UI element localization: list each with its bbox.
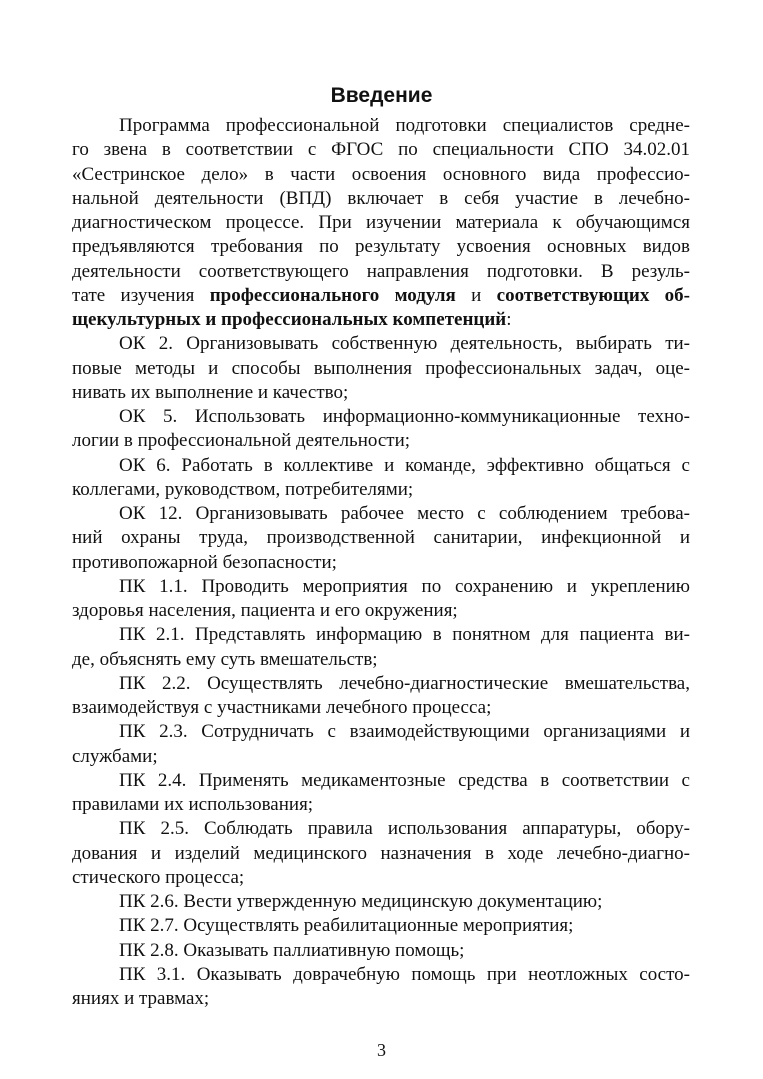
- text-line: [72, 890, 690, 914]
- text-line: [72, 648, 690, 672]
- text-line: [72, 235, 690, 259]
- text-line: [72, 623, 690, 647]
- text-segment: Программа профессиональной подготовки специалистов средне-: [119, 115, 690, 136]
- text-segment: стического процесса;: [72, 866, 245, 888]
- text-segment: ОК 5. Использовать информационно-коммуникационные техно-: [119, 406, 690, 427]
- text-line: [72, 963, 690, 987]
- text-line: [72, 478, 690, 502]
- text-line: [72, 405, 690, 429]
- text-line: [72, 575, 690, 599]
- text-segment: коллегами, руководством, потребителями;: [72, 478, 414, 500]
- page-title: Введение: [330, 84, 433, 108]
- competency-item: [72, 890, 690, 914]
- text-segment: дования и изделий медицинского назначения в ходе лечебно-диагно-: [72, 842, 690, 864]
- text-segment: здоровья населения, пациента и его окружения;: [72, 600, 458, 621]
- text-segment: тате изучения: [72, 284, 210, 306]
- text-segment: ний охраны труда, производственной санитарии, инфекционной и: [72, 527, 690, 549]
- text-segment: предъявляются требования по результату усвоения основных видов: [72, 236, 690, 258]
- text-segment: го звена в соответствии с ФГОС по специальности СПО 34.02.01: [72, 139, 690, 161]
- text-line: [72, 454, 690, 478]
- text-segment: нальной деятельности (ВПД) включает в себя участие в лечебно-: [72, 187, 690, 209]
- text-line: [72, 672, 690, 696]
- intro-paragraph: [72, 114, 690, 332]
- competency-item: [72, 502, 690, 575]
- text-segment: ПК 2.2. Осуществлять лечебно-диагностические вмешательства,: [119, 672, 690, 694]
- text-line: [72, 939, 690, 963]
- text-segment: ОК 6. Работать в коллективе и команде, эффективно общаться с: [119, 454, 690, 476]
- text-line: [72, 308, 690, 332]
- text-line: [72, 381, 690, 405]
- text-line: [72, 987, 690, 1011]
- page-number: 3: [377, 1040, 386, 1060]
- text-line: [72, 502, 690, 526]
- bold-text: профессионального модуля: [209, 284, 456, 306]
- competency-item: [72, 817, 690, 890]
- text-line: [72, 696, 690, 720]
- text-segment: логии в профессиональной деятельности;: [72, 430, 411, 452]
- competency-item: [72, 623, 690, 672]
- competency-item: [72, 963, 690, 1012]
- competency-item: [72, 769, 690, 818]
- competency-item: [72, 454, 690, 503]
- text-segment: повые методы и способы выполнения профессиональных задач, оце-: [72, 357, 690, 379]
- text-segment: деятельности соответствующего направления подготовки. В резуль-: [72, 260, 690, 282]
- text-segment: правилами их использования;: [72, 794, 314, 815]
- text-line: [72, 332, 690, 356]
- text-segment: де, объяснять ему суть вмешательств;: [72, 648, 378, 670]
- text-segment: ПК 2.1. Представлять информацию в понятном для пациента ви-: [119, 624, 690, 646]
- text-line: [72, 914, 690, 938]
- text-segment: ПК 3.1. Оказывать доврачебную помощь при неотложных состо-: [119, 963, 690, 985]
- text-segment: службами;: [72, 745, 158, 767]
- text-segment: противопожарной безопасности;: [72, 551, 337, 573]
- text-segment: ПК 2.8. Оказывать паллиативную помощь;: [119, 939, 465, 961]
- competency-item: [72, 914, 690, 938]
- text-line: [72, 769, 690, 793]
- text-line: [72, 357, 690, 381]
- text-segment: ПК 2.5. Соблюдать правила использования аппаратуры, обору-: [119, 818, 690, 840]
- text-segment: яниях и травмах;: [72, 988, 210, 1009]
- text-line: [72, 842, 690, 866]
- text-line: [72, 138, 690, 162]
- text-line: [72, 599, 690, 623]
- text-line: [72, 551, 690, 575]
- text-segment: ПК 2.6. Вести утвержденную медицинскую документацию;: [119, 891, 603, 912]
- text-line: [72, 745, 690, 769]
- text-segment: «Сестринское дело» в части освоения основного вида профессио-: [72, 163, 690, 185]
- competency-item: [72, 720, 690, 769]
- bold-text: щекультурных и профессиональных компетенций: [72, 309, 507, 330]
- text-line: [72, 526, 690, 550]
- text-segment: ОК 2. Организовывать собственную деятельность, выбирать ти-: [119, 333, 690, 355]
- text-segment: ПК 2.3. Сотрудничать с взаимодействующими организациями и: [119, 721, 690, 743]
- text-line: [72, 284, 690, 308]
- text-line: [72, 163, 690, 187]
- bold-text: соответствующих об-: [496, 284, 690, 306]
- text-line: [72, 114, 690, 138]
- text-segment: ПК 1.1. Проводить мероприятия по сохранению и укреплению: [119, 575, 690, 597]
- text-line: [72, 866, 690, 890]
- text-segment: диагностическом процессе. При изучении материала к обучающимся: [72, 212, 690, 233]
- competency-item: [72, 672, 690, 721]
- text-segment: взаимодействуя с участниками лечебного процесса;: [72, 697, 492, 718]
- text-segment: ПК 2.7. Осуществлять реабилитационные мероприятия;: [119, 915, 574, 937]
- text-segment: ОК 12. Организовывать рабочее место с соблюдением требова-: [119, 503, 690, 524]
- text-segment: и: [455, 284, 497, 306]
- text-line: [72, 793, 690, 817]
- text-segment: :: [506, 309, 512, 330]
- document-body: [72, 114, 690, 1011]
- text-line: [72, 817, 690, 841]
- competency-item: [72, 575, 690, 624]
- text-line: [72, 720, 690, 744]
- text-line: [72, 187, 690, 211]
- competency-item: [72, 405, 690, 454]
- text-line: [72, 429, 690, 453]
- competency-item: [72, 332, 690, 405]
- text-segment: нивать их выполнение и качество;: [72, 381, 349, 403]
- text-segment: ПК 2.4. Применять медикаментозные средства в соответствии с: [119, 769, 690, 791]
- competency-item: [72, 939, 690, 963]
- text-line: [72, 211, 690, 235]
- text-line: [72, 260, 690, 284]
